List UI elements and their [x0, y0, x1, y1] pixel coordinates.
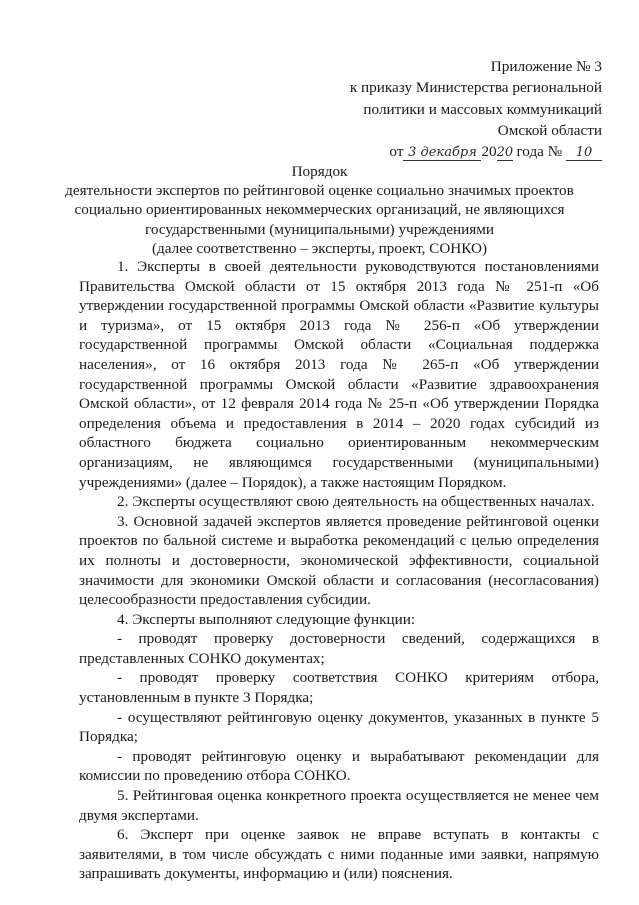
- title-line-4: государственными (муниципальными) учреждениями: [145, 220, 494, 238]
- paragraph-4-item-a: - проводят проверку достоверности сведений, содержащихся в представленных СОНКО документах;: [79, 630, 599, 667]
- document-body: [79, 257, 599, 884]
- title-line-5: (далее соответственно – эксперты, проект, СОНКО): [151, 239, 488, 257]
- date-year-word: года №: [516, 143, 563, 161]
- date-day-handwritten: 3 декабря: [408, 145, 477, 161]
- paragraph-5: 5. Рейтинговая оценка конкретного проекта осуществляется не менее чем двумя экспертами.: [79, 787, 599, 824]
- date-year-prefix: 20: [481, 143, 497, 161]
- order-reference-line1: к приказу Министерства региональной: [349, 79, 602, 97]
- paragraph-3: 3. Основной задачей экспертов является проведение рейтинговой оценки проектов по бальной системе и выработка рекомендаций с целью определения их полноты и достоверности, экономической эффективности, социальной значимости для экономики Омской области и согласования (несогласования) целесообразности предоставления субсидии.: [79, 512, 599, 609]
- date-year-field: [497, 145, 513, 161]
- date-year-handwritten: 20: [496, 145, 514, 161]
- paragraph-1: 1. Эксперты в своей деятельности руководствуются постановлениями Правительства Омской области от 15 октября 2013 года № 251-п «Об утверждении государственной программы Омской области «Развитие культуры и туризма», от 15 октября 2013 года № 256-п «Об утверждении государственной программы Омской области «Социальная поддержка населения», от 16 октября 2013 года № 265-п «Об утверждении государственной программы Омской области «Развитие здравоохранения Омской области», от 12 февраля 2014 года № 25-п «Об утверждении Порядка определения объема и предоставления в 2014 – 2020 годах субсидий из областного бюджета социально ориентированным некоммерческим организациям, не являющимся государственными (муниципальными) учреждениями» (далее – Порядок), а также настоящим Порядком.: [79, 258, 599, 491]
- paragraph-2: 2. Эксперты осуществляют свою деятельность на общественных началах.: [117, 493, 595, 511]
- document-title: [0, 162, 639, 258]
- paragraph-4: 4. Эксперты выполняют следующие функции:: [117, 610, 416, 628]
- title-line-3: социально ориентированных некоммерческих организаций, не являющихся: [74, 201, 565, 219]
- doc-number-handwritten: 10: [575, 145, 593, 161]
- paragraph-4-item-c: - осуществляют рейтинговую оценку документов, указанных в пункте 5 Порядка;: [79, 708, 599, 746]
- paragraph-4-item-d: - проводят рейтинговую оценку и вырабатывают рекомендации для комиссии по проведению отбора СОНКО.: [79, 747, 599, 785]
- order-date-line: [282, 141, 602, 162]
- title-line-1: Порядок: [291, 163, 348, 180]
- order-reference-line3: Омской области: [497, 121, 602, 139]
- paragraph-4-item-b: - проводят проверку соответствия СОНКО критериям отбора, установленным в пункте 3 Порядка;: [79, 669, 599, 707]
- date-day-field: [403, 145, 481, 161]
- title-line-2: деятельности экспертов по рейтинговой оценке социально значимых проектов: [65, 182, 574, 200]
- appendix-header: [282, 56, 602, 162]
- paragraph-6: 6. Эксперт при оценке заявок не вправе вступать в контакты с заявителями, в том числе обсуждать с ними поданные ими заявки, напрямую запрашивать документы, информацию и (или) пояснения.: [79, 826, 599, 883]
- appendix-number: Приложение № 3: [490, 58, 602, 75]
- doc-number-field: [566, 145, 602, 161]
- order-reference-line2: политики и массовых коммуникаций: [363, 100, 602, 118]
- date-prefix: от: [389, 143, 404, 161]
